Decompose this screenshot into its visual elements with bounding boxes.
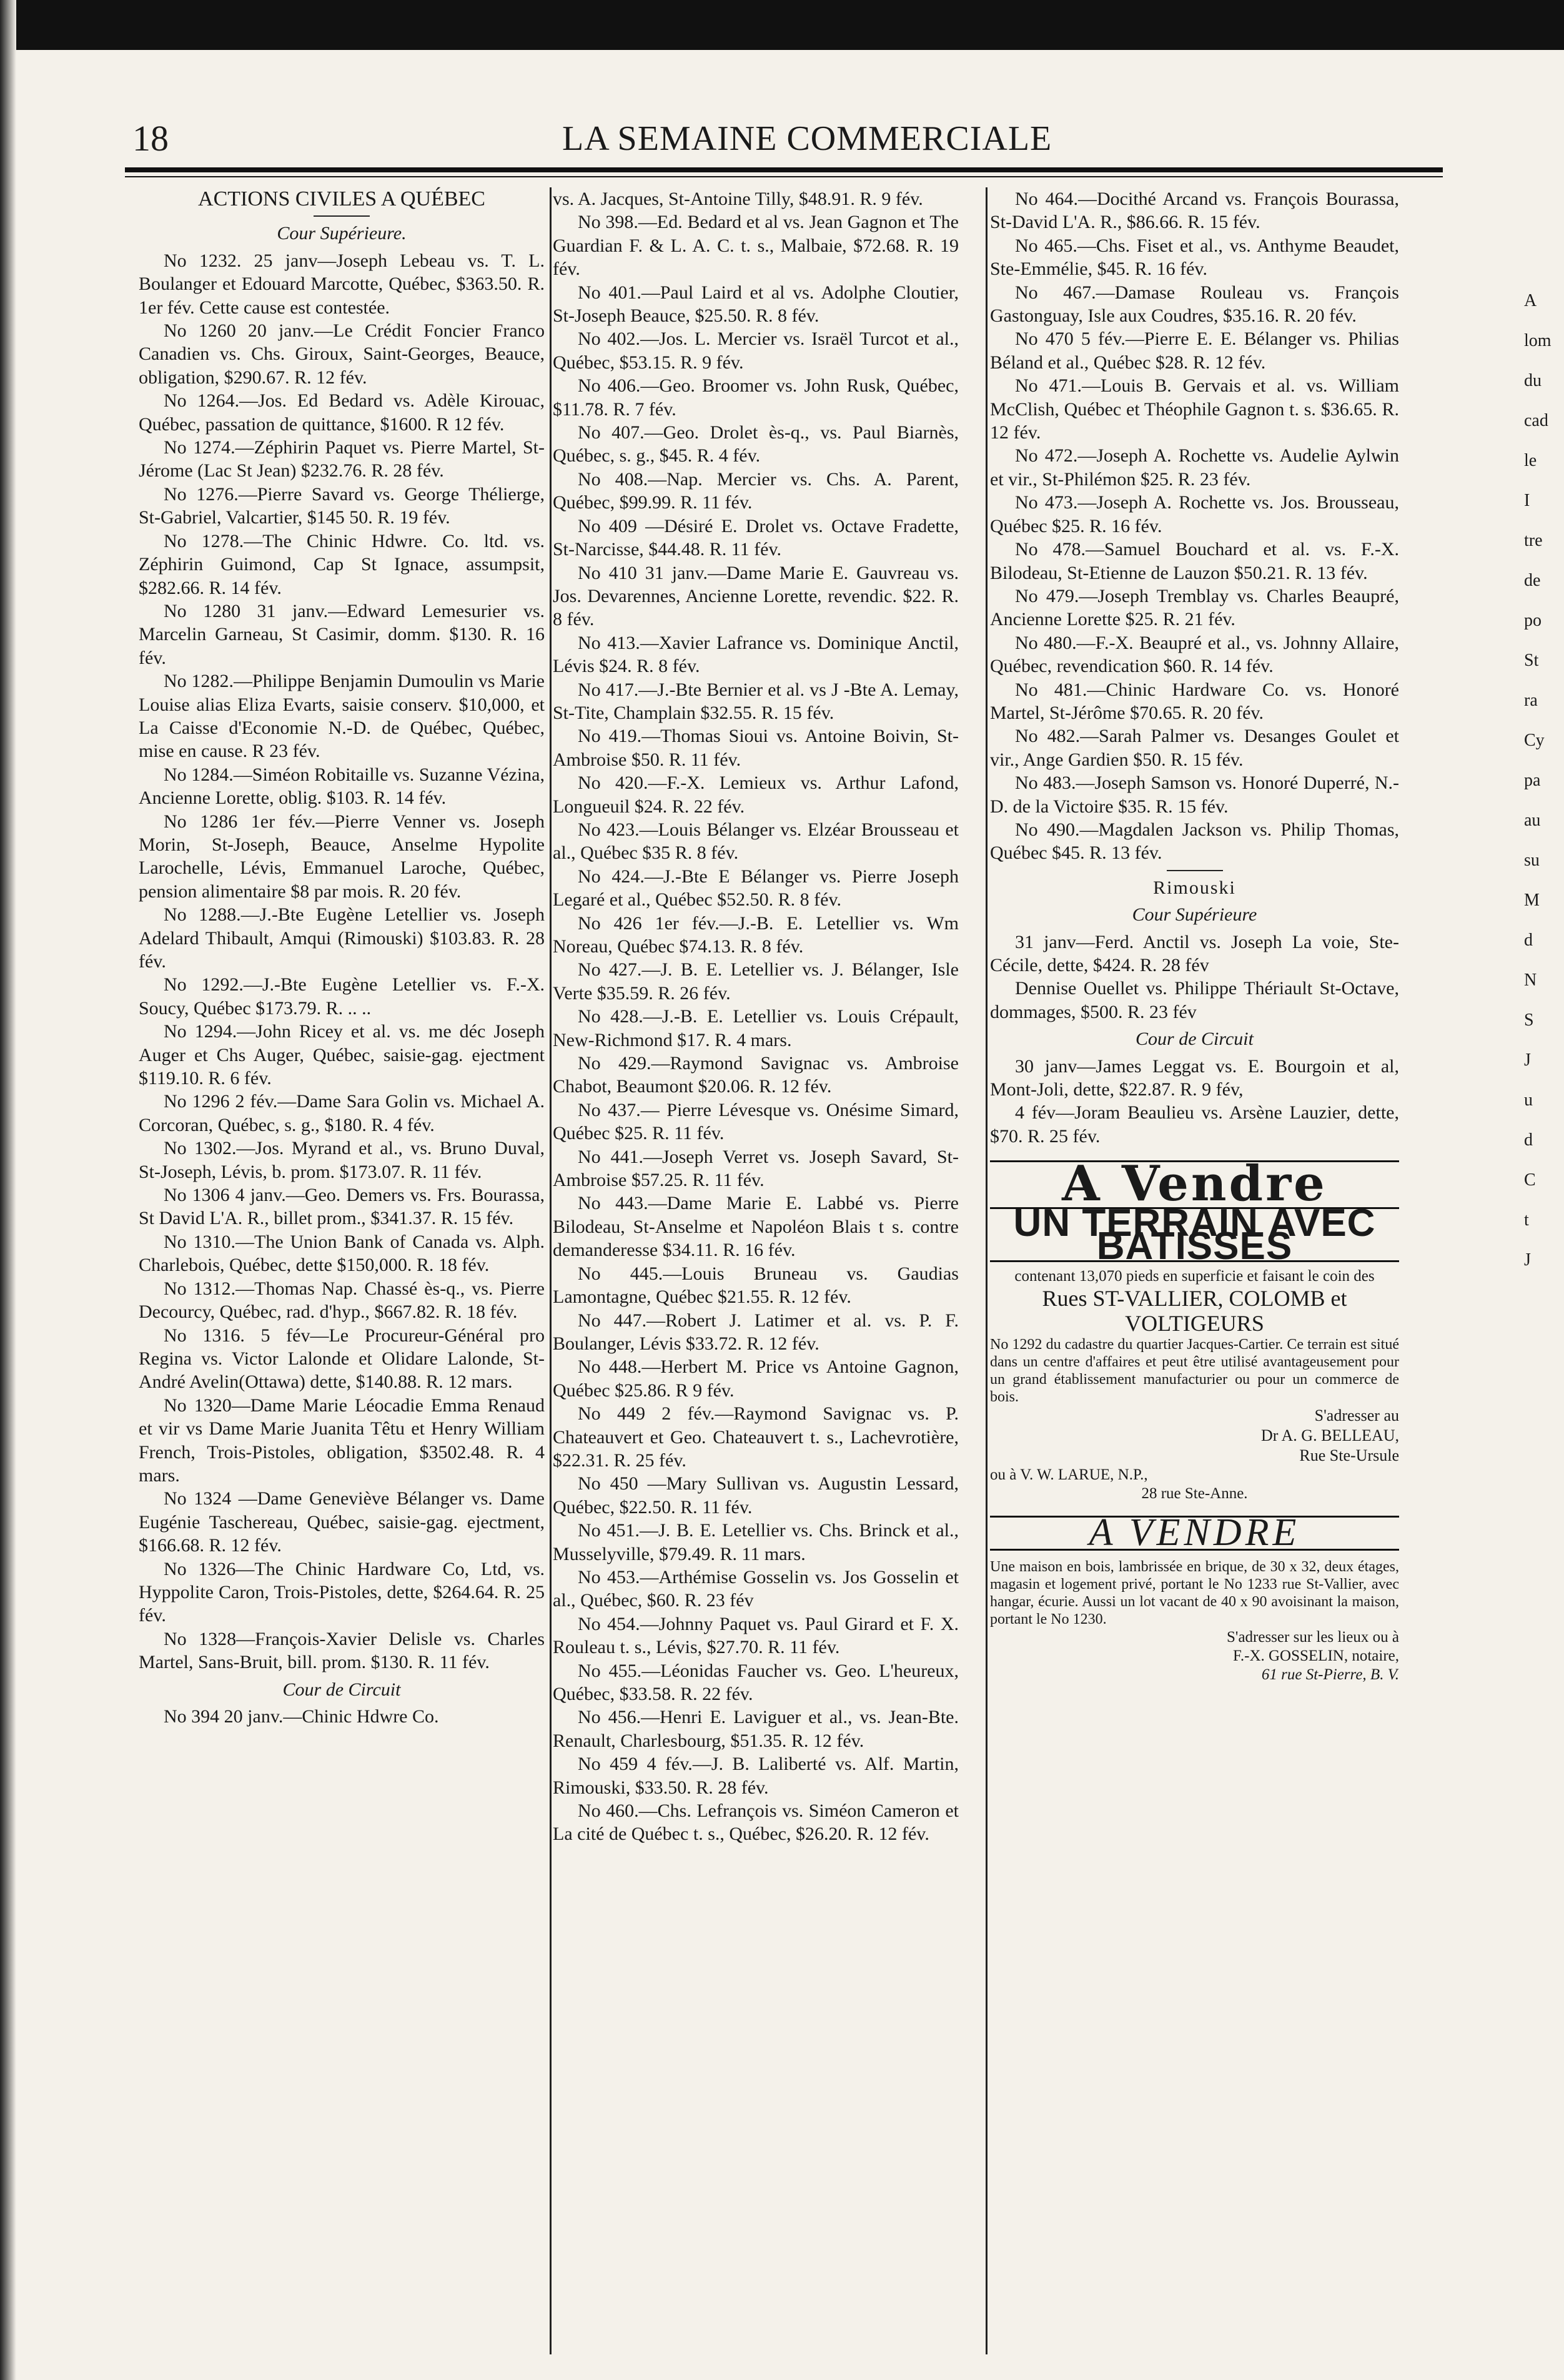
edge-fragment: Cy: [1524, 731, 1545, 750]
case-entry: No 1280 31 janv.—Edward Lemesurier vs. Marcelin Garneau, St Casimir, domm. $130. R. 16 fév.: [139, 600, 545, 668]
case-entry: No 1302.—Jos. Myrand et al., vs. Bruno Duval, St-Joseph, Lévis, b. prom. $173.07. R. 11 fév.: [139, 1138, 545, 1182]
edge-fragment: M: [1524, 891, 1540, 910]
case-entry: No 406.—Geo. Broomer vs. John Rusk, Québec, $11.78. R. 7 fév.: [553, 375, 959, 420]
case-entry: No 1274.—Zéphirin Paquet vs. Pierre Martel, St-Jérome (Lac St Jean) $232.76. R. 28 fév.: [139, 437, 545, 481]
edge-fragment: de: [1524, 571, 1541, 590]
case-entry: No 437.— Pierre Lévesque vs. Onésime Simard, Québec $25. R. 11 fév.: [553, 1099, 959, 1144]
court-heading: Cour de Circuit: [1136, 1029, 1254, 1050]
ad-body-2: Une maison en bois, lambrissée en brique, de 30 x 32, deux étages, magasin et logement privé, portant le No 1233 rue St-Vallier, avec hangar, écurie. Aussi un lot vacant de 40 x 90 avoisinant la maison, portant le No 1230.: [990, 1558, 1399, 1627]
section-heading: ACTIONS CIVILES A QUÉBEC: [198, 187, 485, 210]
case-entry: No 426 1er fév.—J.-B. E. Letellier vs. Wm Noreau, Québec $74.13. R. 8 fév.: [553, 912, 959, 957]
case-entry: No 472.—Joseph A. Rochette vs. Audelie Aylwin et vir., St-Philémon $25. R. 23 fév.: [990, 445, 1399, 490]
court-heading: Cour Supérieure: [1132, 904, 1257, 926]
case-entry: No 1276.—Pierre Savard vs. George Thélierge, St-Gabriel, Valcartier, $145 50. R. 19 fév.: [139, 483, 545, 528]
case-entry: No 456.—Henri E. Laviguer et al., vs. Jean-Bte. Renault, Charlesbourg, $51.35. R. 12 fév.: [553, 1707, 959, 1751]
case-entry: No 413.—Xavier Lafrance vs. Dominique Anctil, Lévis $24. R. 8 fév.: [553, 632, 959, 677]
case-entry: No 428.—J.-B. E. Letellier vs. Louis Crépault, New-Richmond $17. R. 4 mars.: [553, 1006, 959, 1050]
case-entry: No 1326—The Chinic Hardware Co, Ltd, vs. Hyppolite Caron, Trois-Pistoles, dette, $264.64. R. 25 fév.: [139, 1558, 545, 1626]
case-entry: No 419.—Thomas Sioui vs. Antoine Boivin, St-Ambroise $50. R. 11 fév.: [553, 726, 959, 770]
case-entry: No 1310.—The Union Bank of Canada vs. Alph. Charlebois, Québec, dette $150,000. R. 18 fév.: [139, 1231, 545, 1276]
case-entry: No 1232. 25 janv—Joseph Lebeau vs. T. L. Boulanger et Edouard Marcotte, Québec, $363.50. R. 1er fév. Cette cause est contestée.: [139, 250, 545, 318]
edge-fragment: po: [1524, 611, 1542, 630]
case-entry: No 1294.—John Ricey et al. vs. me déc Joseph Auger et Chs Auger, Québec, saisie-gag. ejectment $119.10. R. 6 fév.: [139, 1021, 545, 1089]
case-entry: No 455.—Léonidas Faucher vs. Geo. L'heureux, Québec, $33.58. R. 22 fév.: [553, 1660, 959, 1704]
case-entry: No 467.—Damase Rouleau vs. François Gastonguay, Isle aux Coudres, $35.16. R. 20 fév.: [990, 282, 1399, 327]
ad-body: No 1292 du cadastre du quartier Jacques-Cartier. Ce terrain est situé dans un centre d'affaires et peut être utilisé avantageusement pour un grand établissement manufacturier ou pour un commerce de bois.: [990, 1336, 1399, 1406]
edge-fragment: A: [1524, 291, 1537, 310]
column-2: [553, 187, 959, 1846]
case-entry: No 479.—Joseph Tremblay vs. Charles Beaupré, Ancienne Lorette $25. R. 21 fév.: [990, 585, 1399, 630]
column-divider: [986, 187, 987, 2354]
case-entry: No 465.—Chs. Fiset et al., vs. Anthyme Beaudet, Ste-Emmélie, $45. R. 16 fév.: [990, 235, 1399, 280]
scan-top-border: [0, 0, 1564, 50]
ad-contact-2: 61 rue St-Pierre, B. V.: [1261, 1666, 1399, 1683]
case-entry: No 448.—Herbert M. Price vs Antoine Gagnon, Québec $25.86. R 9 fév.: [553, 1356, 959, 1401]
edge-fragment: S: [1524, 1010, 1534, 1030]
scan-left-edge: [0, 0, 16, 2380]
case-entry: No 1320—Dame Marie Léocadie Emma Renaud et vir vs Dame Marie Juanita Têtu et Henry William French, Trois-Pistoles, obligation, $3502.48. R. 4 mars.: [139, 1395, 545, 1486]
case-entry: 30 janv—James Leggat vs. E. Bourgoin et al, Mont-Joli, dette, $22.87. R. 9 fév,: [990, 1055, 1399, 1100]
case-entry: No 410 31 janv.—Dame Marie E. Gauvreau vs. Jos. Devarennes, Ancienne Lorette, revendic. $22. R. 8 fév.: [553, 562, 959, 630]
edge-fragment: J: [1524, 1050, 1531, 1070]
case-entry: No 420.—F.-X. Lemieux vs. Arthur Lafond, Longueuil $24. R. 22 fév.: [553, 773, 959, 817]
edge-fragment: cad: [1524, 411, 1548, 430]
adjacent-page-fragments: [1524, 281, 1564, 1280]
edge-fragment: d: [1524, 931, 1533, 950]
edge-fragment: du: [1524, 371, 1542, 390]
case-entry: No 453.—Arthémise Gosselin vs. Jos Gosselin et al., Québec, $60. R. 23 fév: [553, 1566, 959, 1611]
ad-title: UN TERRAIN AVEC BATISSES: [990, 1207, 1399, 1263]
case-entry: No 1324 —Dame Geneviève Bélanger vs. Dame Eugénie Taschereau, Québec, saisie-gag. ejectment, $166.68. R. 12 fév.: [139, 1488, 545, 1556]
case-entry: No 482.—Sarah Palmer vs. Desanges Goulet et vir., Ange Gardien $50. R. 15 fév.: [990, 726, 1399, 770]
ad-contact: ou à V. W. LARUE, N.P.,: [990, 1466, 1148, 1484]
divider: [1167, 870, 1223, 871]
ad-contact: S'adresser au: [1314, 1406, 1399, 1425]
edge-fragment: au: [1524, 811, 1541, 830]
case-entry: No 1278.—The Chinic Hdwre. Co. ltd. vs. Zéphirin Guimond, Cap St Ignace, assumpsit, $282.66. R. 14 fév.: [139, 530, 545, 598]
case-entry: No 473.—Joseph A. Rochette vs. Jos. Brousseau, Québec $25. R. 16 fév.: [990, 492, 1399, 536]
case-entry: No 441.—Joseph Verret vs. Joseph Savard, St-Ambroise $57.25. R. 11 fév.: [553, 1146, 959, 1191]
case-entry: No 407.—Geo. Drolet ès-q., vs. Paul Biarnès, Québec, s. g., $45. R. 4 fév.: [553, 422, 959, 467]
case-entry: vs. A. Jacques, St-Antoine Tilly, $48.91. R. 9 fév.: [553, 189, 923, 209]
case-entry: Dennise Ouellet vs. Philippe Thériault St-Octave, dommages, $500. R. 23 fév: [990, 978, 1399, 1022]
case-entry: No 427.—J. B. E. Letellier vs. J. Bélanger, Isle Verte $35.59. R. 26 fév.: [553, 959, 959, 1004]
header-rule: [125, 167, 1443, 172]
edge-fragment: pa: [1524, 771, 1541, 790]
edge-fragment: d: [1524, 1130, 1533, 1150]
column-divider: [550, 187, 552, 2354]
case-entry: No 409 —Désiré E. Drolet vs. Octave Fradette, St-Narcisse, $44.48. R. 11 fév.: [553, 515, 959, 560]
journal-title: LA SEMAINE COMMERCIALE: [562, 119, 1052, 158]
edge-fragment: u: [1524, 1090, 1533, 1110]
divider: [314, 215, 370, 217]
court-heading: Cour de Circuit: [282, 1679, 401, 1700]
edge-fragment: ra: [1524, 691, 1538, 710]
case-entry: No 401.—Paul Laird et al vs. Adolphe Cloutier, St-Joseph Beauce, $25.50. R. 8 fév.: [553, 282, 959, 327]
case-entry: No 449 2 fév.—Raymond Savignac vs. P. Chateauvert et Geo. Chateauvert t. s., Lachevrotière, $22.31. R. 25 fév.: [553, 1403, 959, 1471]
ad-streets: Rues ST-VALLIER, COLOMB et VOLTIGEURS: [1042, 1286, 1347, 1336]
case-entry: No 490.—Magdalen Jackson vs. Philip Thomas, Québec $45. R. 13 fév.: [990, 819, 1399, 864]
case-entry: No 1296 2 fév.—Dame Sara Golin vs. Michael A. Corcoran, Québec, s. g., $180. R. 4 fév.: [139, 1091, 545, 1135]
case-entry: No 443.—Dame Marie E. Labbé vs. Pierre Bilodeau, St-Anselme et Napoléon Blais t s. contre demanderesse $34.11. R. 16 fév.: [553, 1193, 959, 1261]
case-entry: No 1282.—Philippe Benjamin Dumoulin vs Marie Louise alias Eliza Evarts, saisie conserv. $10,000, et La Caisse d'Economie N.-D. de Québec, Québec, mise en cause. R 23 fév.: [139, 671, 545, 762]
ad-line: contenant 13,070 pieds en superficie et faisant le coin des: [1014, 1268, 1375, 1285]
case-entry: No 459 4 fév.—J. B. Laliberté vs. Alf. Martin, Rimouski, $33.50. R. 28 fév.: [553, 1754, 959, 1798]
case-entry: 31 janv—Ferd. Anctil vs. Joseph La voie, Ste-Cécile, dette, $424. R. 28 fév: [990, 931, 1399, 975]
case-entry: No 454.—Johnny Paquet vs. Paul Girard et F. X. Rouleau t. s., Lévis, $27.70. R. 11 fév.: [553, 1613, 959, 1658]
page-number: 18: [132, 118, 169, 159]
edge-fragment: St: [1524, 651, 1539, 670]
case-entry: No 480.—F.-X. Beaupré et al., vs. Johnny Allaire, Québec, revendication $60. R. 14 fév.: [990, 632, 1399, 677]
column-3: [990, 187, 1399, 1684]
case-entry: No 417.—J.-Bte Bernier et al. vs J -Bte A. Lemay, St-Tite, Champlain $32.55. R. 15 fév.: [553, 679, 959, 723]
case-entry: No 1328—François-Xavier Delisle vs. Charles Martel, Sans-Bruit, bill. prom. $130. R. 11 fév.: [139, 1628, 545, 1673]
case-entry: No 471.—Louis B. Gervais et al. vs. William McClish, Québec et Théophile Gagnon t. s. $36.65. R. 12 fév.: [990, 375, 1399, 443]
case-entry: No 1264.—Jos. Ed Bedard vs. Adèle Kirouac, Québec, passation de quittance, $1600. R 12 fév.: [139, 390, 545, 435]
case-entry: No 451.—J. B. E. Letellier vs. Chs. Brinck et al., Musselyville, $79.49. R. 11 mars.: [553, 1520, 959, 1564]
edge-fragment: t: [1524, 1210, 1529, 1230]
edge-fragment: le: [1524, 451, 1537, 470]
case-entry: No 483.—Joseph Samson vs. Honoré Duperré, N.-D. de la Victoire $35. R. 15 fév.: [990, 773, 1399, 817]
case-entry: No 1306 4 janv.—Geo. Demers vs. Frs. Bourassa, St David L'A. R., billet prom., $341.37. R. 15 fév.: [139, 1185, 545, 1229]
case-entry: No 1288.—J.-Bte Eugène Letellier vs. Joseph Adelard Thibault, Amqui (Rimouski) $103.83. R. 28 fév.: [139, 904, 545, 972]
case-entry: No 450 —Mary Sullivan vs. Augustin Lessard, Québec, $22.50. R. 11 fév.: [553, 1473, 959, 1518]
header-rule-thin: [125, 176, 1443, 177]
column-3-entries: [990, 187, 1399, 1148]
ad-terrain: [990, 1155, 1399, 1684]
case-entry: No 1260 20 janv.—Le Crédit Foncier Franco Canadien vs. Chs. Giroux, Saint-Georges, Beauce, obligation, $290.67. R. 12 fév.: [139, 320, 545, 388]
case-entry: No 408.—Nap. Mercier vs. Chs. A. Parent, Québec, $99.99. R. 11 fév.: [553, 468, 959, 513]
case-entry: No 464.—Docithé Arcand vs. François Bourassa, St-David L'A. R., $86.66. R. 15 fév.: [990, 189, 1399, 233]
case-entry: 4 fév—Joram Beaulieu vs. Arsène Lauzier, dette, $70. R. 25 fév.: [990, 1102, 1399, 1147]
ad-contact: 28 rue Ste-Anne.: [1141, 1485, 1248, 1503]
ad-contact: Rue Ste-Ursule: [1299, 1446, 1399, 1465]
edge-fragment: C: [1524, 1170, 1536, 1190]
edge-fragment: I: [1524, 491, 1530, 510]
case-entry: No 394 20 janv.—Chinic Hdwre Co.: [164, 1706, 439, 1727]
case-entry: No 1312.—Thomas Nap. Chassé ès-q., vs. Pierre Decourcy, Québec, rad. d'hyp., $667.82. R. 18 fév.: [139, 1278, 545, 1323]
case-entry: No 1284.—Siméon Robitaille vs. Suzanne Vézina, Ancienne Lorette, oblig. $103. R. 14 fév.: [139, 764, 545, 809]
case-entry: No 423.—Louis Bélanger vs. Elzéar Brousseau et al., Québec $35 R. 8 fév.: [553, 819, 959, 864]
case-entry: No 460.—Chs. Lefrançois vs. Siméon Cameron et La cité de Québec t. s., Québec, $26.20. R. 12 fév.: [553, 1800, 959, 1845]
case-entry: No 481.—Chinic Hardware Co. vs. Honoré Martel, St-Jérôme $70.65. R. 20 fév.: [990, 679, 1399, 723]
case-entry: No 398.—Ed. Bedard et al vs. Jean Gagnon et The Guardian F. & L. A. C. t. s., Malbaie, $72.68. R. 19 fév.: [553, 212, 959, 280]
case-entry: No 478.—Samuel Bouchard et al. vs. F.-X. Bilodeau, St-Etienne de Lauzon $50.21. R. 13 fév.: [990, 539, 1399, 583]
edge-fragment: su: [1524, 851, 1540, 870]
ad-contact-2: S'adresser sur les lieux ou à: [1227, 1628, 1399, 1646]
case-entry: No 470 5 fév.—Pierre E. E. Bélanger vs. Philias Béland et al., Québec $28. R. 12 fév.: [990, 328, 1399, 373]
case-entry: No 1292.—J.-Bte Eugène Letellier vs. F.-X. Soucy, Québec $173.79. R. .. ..: [139, 974, 545, 1019]
ad-contact-2: F.-X. GOSSELIN, notaire,: [1232, 1647, 1399, 1664]
edge-fragment: tre: [1524, 531, 1543, 550]
case-entry: No 445.—Louis Bruneau vs. Gaudias Lamontagne, Québec $21.55. R. 12 fév.: [553, 1263, 959, 1308]
case-entry: No 447.—Robert J. Latimer et al. vs. P. F. Boulanger, Lévis $33.72. R. 12 fév.: [553, 1310, 959, 1354]
edge-fragment: lom: [1524, 331, 1552, 350]
case-entry: No 429.—Raymond Savignac vs. Ambroise Chabot, Beaumont $20.06. R. 12 fév.: [553, 1053, 959, 1097]
case-entry: No 424.—J.-Bte E Bélanger vs. Pierre Joseph Legaré et al., Québec $52.50. R. 8 fév.: [553, 866, 959, 911]
ad-contact: Dr A. G. BELLEAU,: [1261, 1426, 1399, 1445]
case-entry: No 1286 1er fév.—Pierre Venner vs. Joseph Morin, St-Joseph, Beauce, Anselme Hypolite Larochelle, Lévis, Emmanuel Laroche, Québec, pension alimentaire $8 par mois. R. 20 fév.: [139, 811, 545, 902]
ad-headline: A Vendre: [1062, 1155, 1327, 1213]
court-heading: Cour Supérieure.: [277, 223, 407, 244]
column-1: [139, 187, 545, 1728]
court-heading: Rimouski: [1153, 877, 1236, 898]
ad-headline-2: A VENDRE: [990, 1516, 1399, 1550]
edge-fragment: N: [1524, 970, 1537, 990]
case-entry: No 1316. 5 fév—Le Procureur-Général pro Regina vs. Victor Lalonde et Olidare Lalonde, St-André Avelin(Ottawa) dette, $140.88. R. 12 mars.: [139, 1325, 545, 1393]
edge-fragment: J: [1524, 1250, 1531, 1270]
case-entry: No 402.—Jos. L. Mercier vs. Israël Turcot et al., Québec, $53.15. R. 9 fév.: [553, 328, 959, 373]
